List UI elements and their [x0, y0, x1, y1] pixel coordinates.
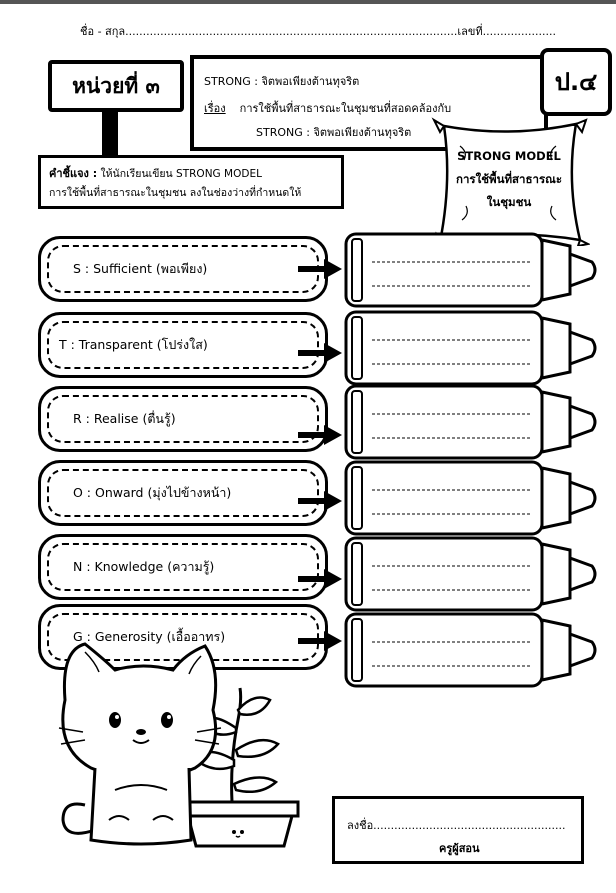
item-text-s: S : Sufficient (พอเพียง): [73, 261, 208, 276]
item-label-o: [38, 460, 328, 526]
arrow-icon: [298, 342, 342, 364]
subject-label: เรื่อง: [204, 102, 226, 115]
instructions-box: [38, 155, 344, 209]
item-text-t: T : Transparent (โปร่งใส): [59, 337, 208, 352]
item-text-n: N : Knowledge (ความรู้): [73, 559, 215, 574]
crayon-answer-box-s[interactable]: [340, 232, 600, 308]
crayon-answer-box-o[interactable]: [340, 460, 600, 536]
instructions-text-1: ให้นักเรียนเขียน STRONG MODEL: [100, 168, 262, 180]
title-line-3: STRONG : จิตพอเพียงต้านทุจริต: [256, 126, 412, 139]
arrow-icon: [298, 424, 342, 446]
crayon-answer-box-g[interactable]: [340, 612, 600, 688]
item-label-t: [38, 312, 328, 378]
subject-text: การใช้พื้นที่สาธารณะในชุมชนที่สอดคล้องกับ: [239, 102, 452, 115]
pillow-title: [440, 145, 578, 214]
pillow-line-2: การใช้พื้นที่สาธารณะ: [455, 172, 562, 186]
instructions-label: คำชี้แจง :: [49, 167, 98, 180]
item-text-o: O : Onward (มุ่งไปข้างหน้า): [73, 485, 232, 500]
crayon-answer-box-n[interactable]: [340, 536, 600, 612]
cat-illustration: [55, 640, 225, 855]
grade-label: ป.๔: [540, 48, 612, 116]
arrow-icon: [298, 568, 342, 590]
signature-role: ครูผู้สอน: [439, 842, 480, 855]
arrow-icon: [298, 630, 342, 652]
instructions-text-2: การใช้พื้นที่สาธารณะในชุมชน ลงในช่องว่างที่กำหนดให้: [49, 187, 302, 199]
crayon-answer-box-t[interactable]: [340, 310, 600, 386]
item-label-n: [38, 534, 328, 600]
arrow-icon: [298, 490, 342, 512]
item-text-g: G : Generosity (เอื้ออาทร): [73, 629, 226, 644]
item-text-r: R : Realise (ตื่นรู้): [73, 411, 176, 426]
title-line-2: [204, 99, 451, 117]
signature-line: ลงชื่อ.......................................................: [347, 819, 566, 832]
item-label-s: [38, 236, 328, 302]
item-label-r: [38, 386, 328, 452]
title-line-1: STRONG : จิตพอเพียงต้านทุจริต: [204, 75, 360, 88]
crayon-answer-box-r[interactable]: [340, 384, 600, 460]
pillow-line-1: STRONG MODEL: [457, 149, 561, 163]
name-number-line: ชื่อ - สกุล...............................................................................................เลขที่.....................: [80, 25, 557, 38]
unit-sign: หน่วยที่ ๓: [48, 60, 184, 112]
top-border: [0, 0, 616, 4]
unit-sign-post: [102, 108, 118, 156]
pillow-line-3: ในชุมชน: [486, 195, 532, 209]
signature-box: [332, 796, 584, 864]
arrow-icon: [298, 258, 342, 280]
